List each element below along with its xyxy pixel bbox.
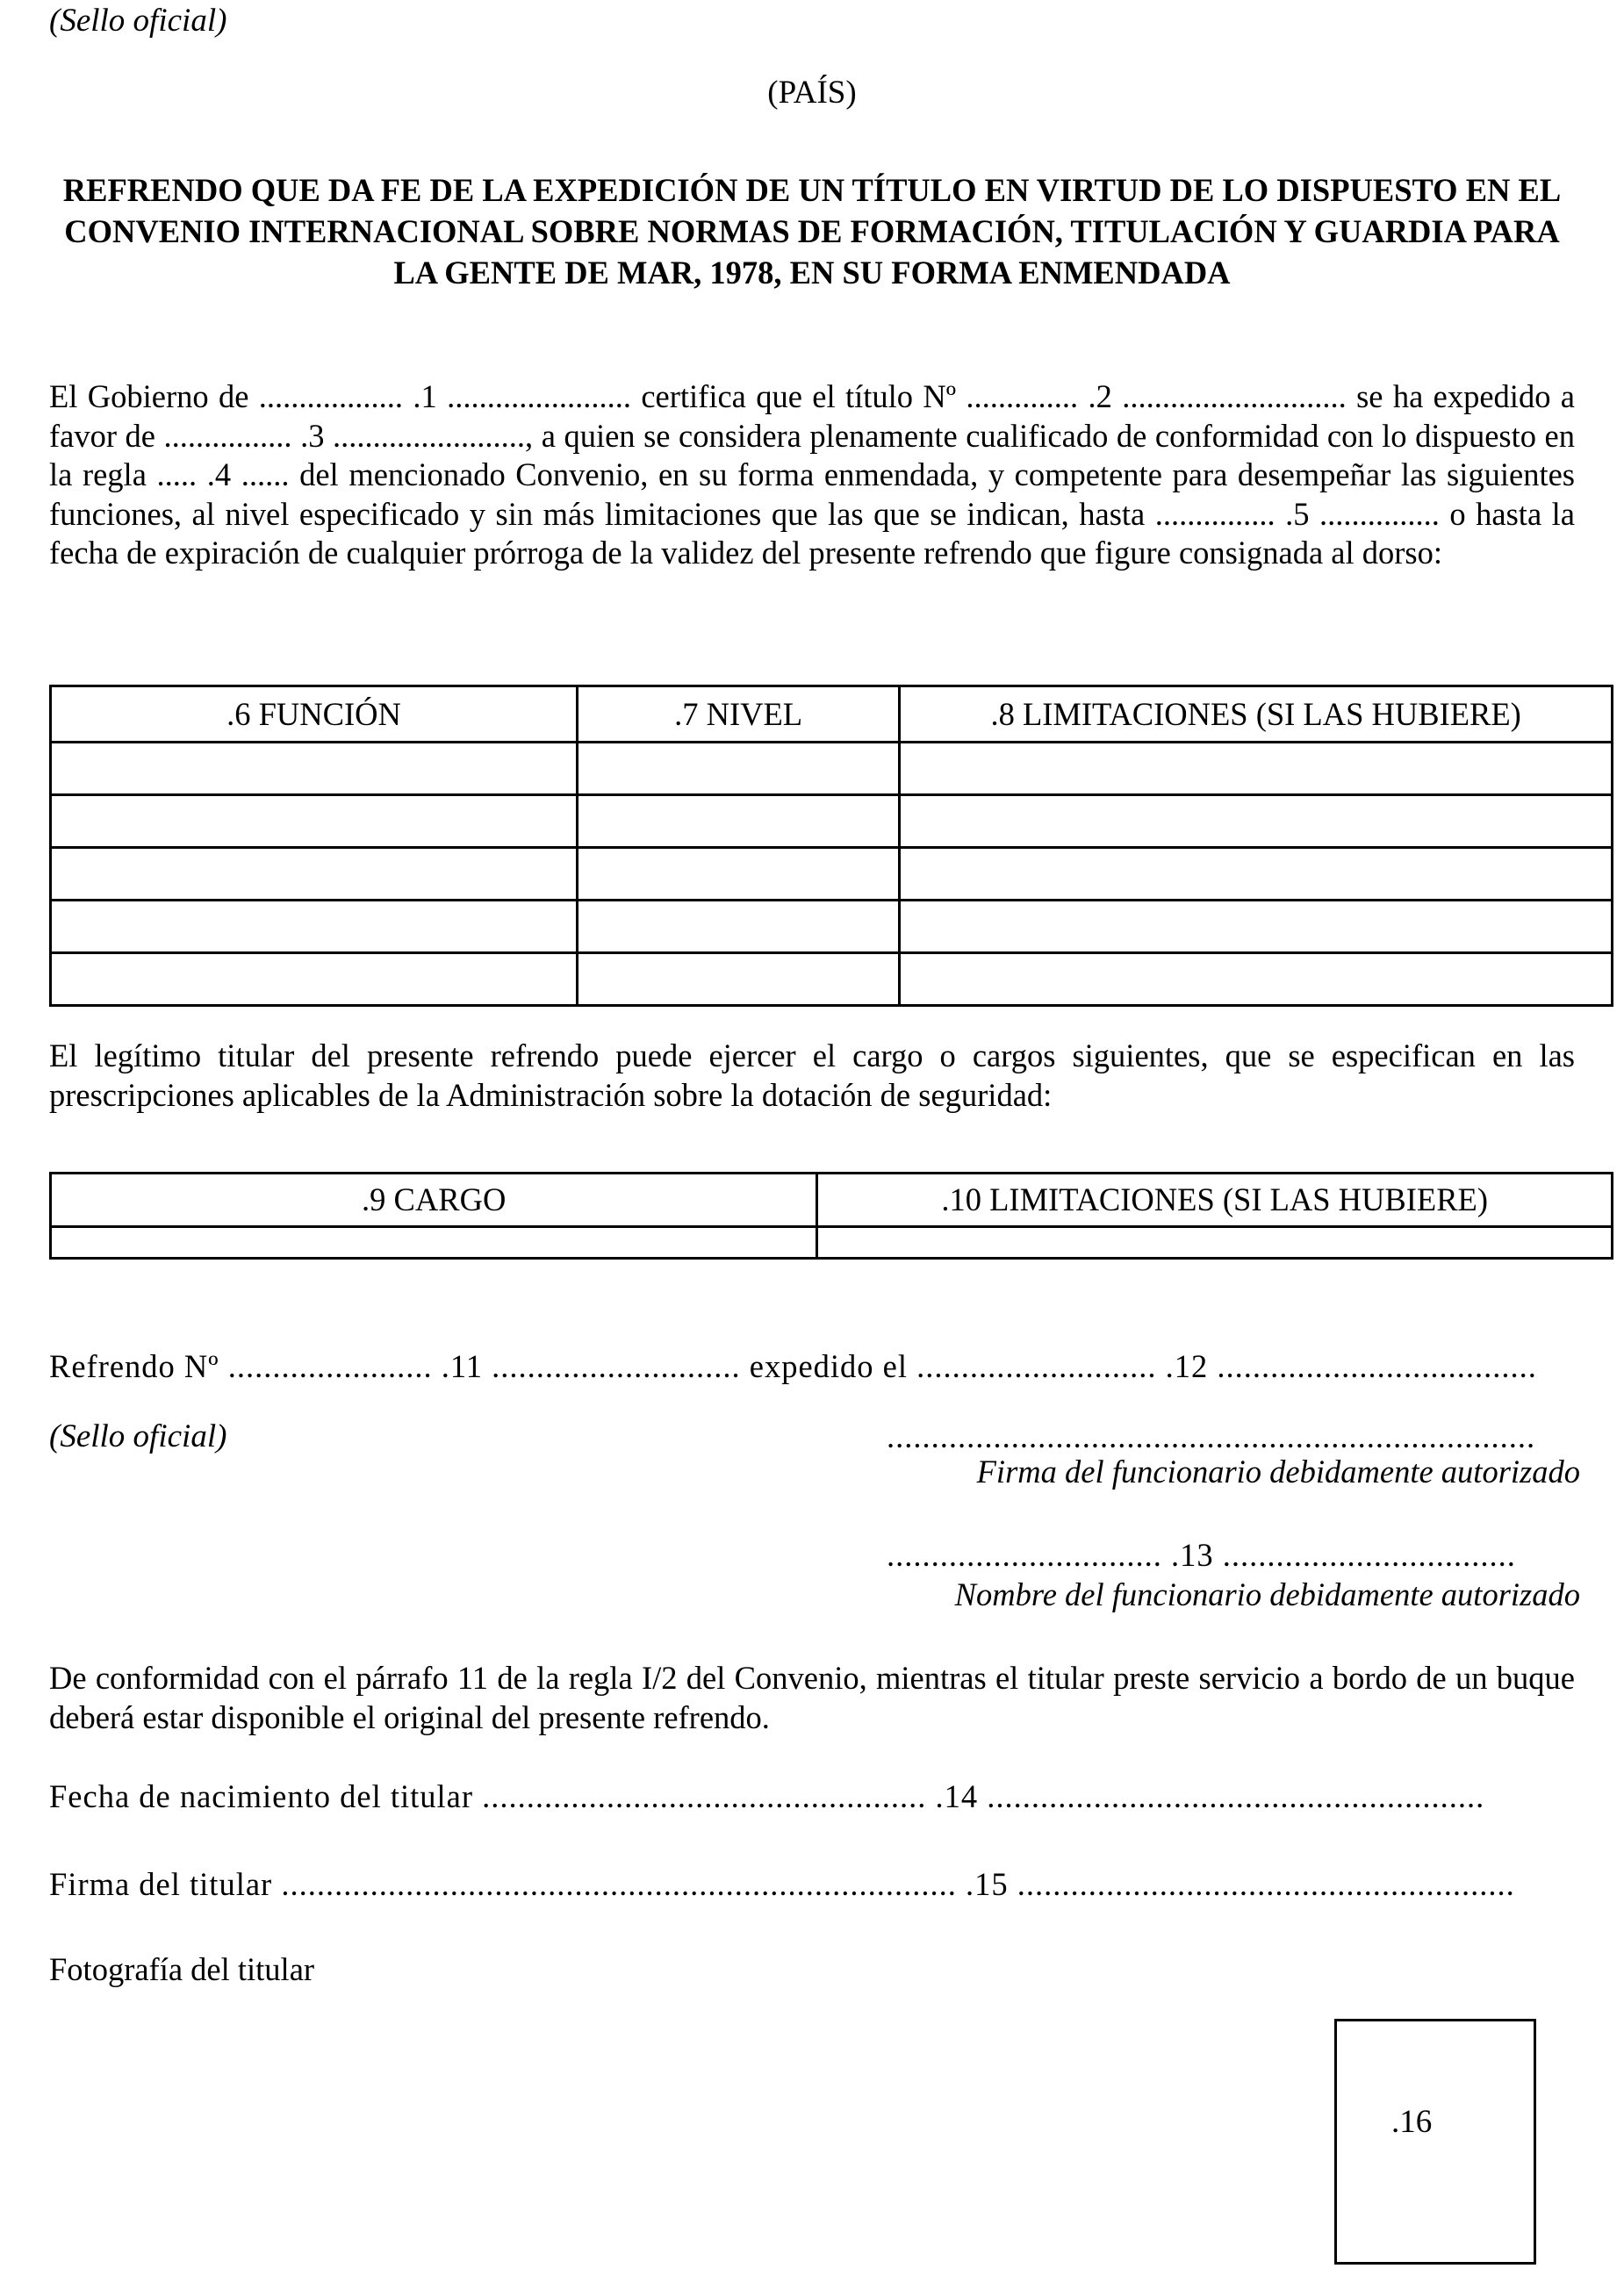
holder-photo-box[interactable] [1334,2019,1536,2265]
official-signature-label: Firma del funcionario debidamente autorizado [976,1454,1580,1490]
level-cell[interactable] [577,848,899,901]
limitations-cell[interactable] [900,953,1613,1006]
level-cell[interactable] [577,795,899,848]
original-availability-paragraph: De conformidad con el párrafo 11 de la regla I/2 del Convenio, mientras el titular preste servicio a bordo de un buque deberá estar disponible el original del presente refrendo. [49,1660,1575,1735]
holder-birthdate-field[interactable]: Fecha de nacimiento del titular .................................................. .14 ........................................................ [49,1778,1485,1814]
function-cell[interactable] [51,953,578,1006]
limitations-cell[interactable] [817,1227,1613,1259]
column-header-function: .6 FUNCIÓN [51,686,578,743]
function-cell[interactable] [51,901,578,953]
column-header-limitations: .8 LIMITACIONES (SI LAS HUBIERE) [900,686,1613,743]
capacity-paragraph: El legítimo titular del presente refrendo puede ejercer el cargo o cargos siguientes, que se especifican en las prescripciones aplicables de la Administración sobre la dotación de seguridad: [49,1037,1575,1113]
official-name-field[interactable]: ............................... .13 ................................. [887,1537,1516,1573]
holder-photo-label: Fotografía del titular [49,1951,315,1987]
table-row [51,848,1613,901]
intro-paragraph: El Gobierno de .................. .1 ....................... certifica que el título Nº .............. .2 ............................ se ha expedido a favor de ................ .3 ........................, a quien se considera plenamente cualificado de conformidad con lo dispuesto en la regla ..... .4 ...... del mencionado Convenio, en su forma enmendada, y competente para desempeñar las siguientes funciones, al nivel especificado y sin más limitaciones que las que se indican, hasta ............... .5 ............... o hasta la fecha de expiración de cualquier prórroga de la validez del presente refrendo que figure consignada al dorso: [49,378,1575,571]
country-heading: (PAÍS) [767,75,857,111]
official-seal-label: (Sello oficial) [49,1418,227,1454]
holder-signature-field[interactable]: Firma del titular ............................................................................ .15 ........................................................ [49,1866,1515,1902]
official-name-label: Nombre del funcionario debidamente autorizado [954,1576,1580,1612]
table-row [51,901,1613,953]
table-row [51,743,1613,795]
table-row [51,1227,1613,1259]
official-signature-field[interactable]: ......................................................................... [887,1418,1536,1454]
table-row [51,953,1613,1006]
table-header-row [51,1174,1613,1227]
limitations-cell[interactable] [900,848,1613,901]
official-seal-label-top: (Sello oficial) [49,3,227,39]
limitations-cell[interactable] [900,901,1613,953]
capacity-cell[interactable] [51,1227,817,1259]
limitations-cell[interactable] [900,795,1613,848]
column-header-limitations: .10 LIMITACIONES (SI LAS HUBIERE) [817,1174,1613,1227]
document-title: REFRENDO QUE DA FE DE LA EXPEDICIÓN DE UN TÍTULO EN VIRTUD DE LO DISPUESTO EN EL CONVENIO INTERNACIONAL SOBRE NORMAS DE FORMACIÓN, TITULACIÓN Y GUARDIA PARA LA GENTE DE MAR, 1978, EN SU FORMA ENMENDADA [62,172,1562,291]
level-cell[interactable] [577,953,899,1006]
function-cell[interactable] [51,795,578,848]
column-header-capacity: .9 CARGO [51,1174,817,1227]
level-cell[interactable] [577,901,899,953]
limitations-cell[interactable] [900,743,1613,795]
functions-table [49,685,1613,1007]
column-header-level: .7 NIVEL [577,686,899,743]
function-cell[interactable] [51,743,578,795]
table-row [51,795,1613,848]
table-header-row [51,686,1613,743]
level-cell[interactable] [577,743,899,795]
endorsement-number-line[interactable]: Refrendo Nº ....................... .11 ............................ expedido el ........................... .12 .................................... [49,1348,1537,1384]
function-cell[interactable] [51,848,578,901]
photo-field-number: .16 [1391,2104,1433,2140]
capacities-table [49,1172,1613,1260]
